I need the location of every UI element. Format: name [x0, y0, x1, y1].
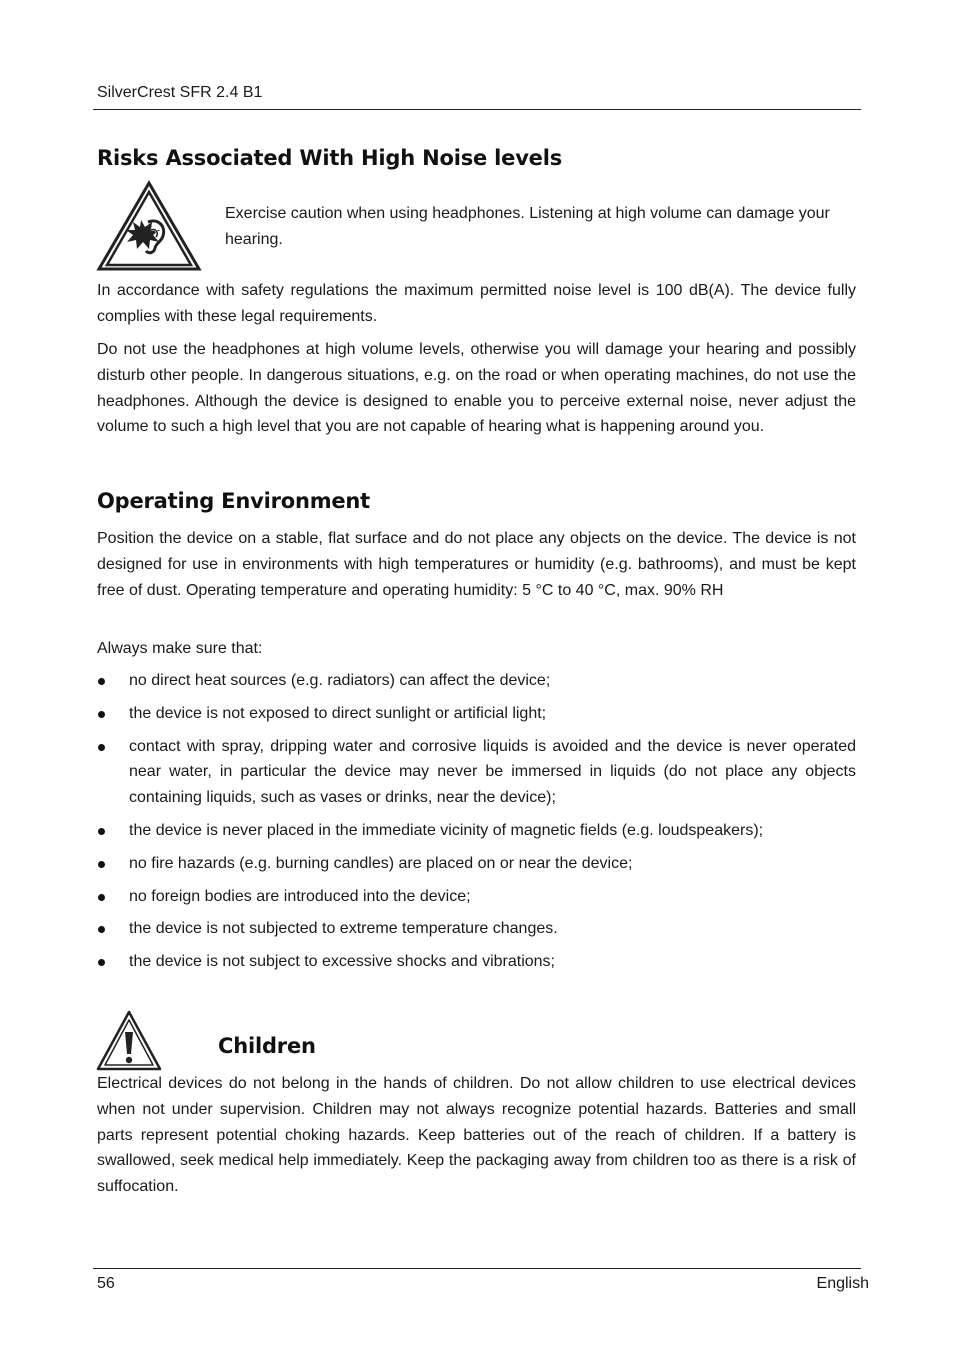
list-item: no fire hazards (e.g. burning candles) are placed on or near the device; — [97, 851, 856, 877]
environment-intro: Always make sure that: — [97, 640, 263, 657]
heading-children: Children — [218, 1034, 316, 1058]
header-title: SilverCrest SFR 2.4 B1 — [97, 84, 263, 101]
header-divider — [93, 109, 861, 110]
bullet-icon — [98, 678, 105, 685]
children-paragraph-1: Electrical devices do not belong in the hands of children. Do not allow children to use electrical devices when not under supervision. Children may not always recognize potential hazards. Batteries and small parts represent potential choking hazards. Keep batteries out of the reach of children. If a battery is swallowed, seek medical help immediately. Keep the packaging away from children too as there is a risk of suffocation. — [97, 1075, 856, 1196]
environment-paragraph-1: Position the device on a stable, flat surface and do not place any objects on the device. The device is not designed for use in environments with high temperatures or humidity (e.g. bathrooms), and must be kept free of dust. Operating temperature and operating humidity: 5 °C to 40 °C, max. 90% RH — [97, 530, 856, 599]
list-item: the device is never placed in the immediate vicinity of magnetic fields (e.g. loudspeakers); — [97, 818, 856, 844]
bullet-icon — [98, 744, 105, 751]
bullet-icon — [98, 959, 105, 966]
hearing-warning-icon — [96, 180, 202, 272]
bullet-icon — [98, 926, 105, 933]
list-item: contact with spray, dripping water and corrosive liquids is avoided and the device is never operated near water, in particular the device may never be immersed in liquids (do not place any objects containing liquids, such as vases or drinks, near the device); — [97, 734, 856, 811]
bullet-icon — [98, 861, 105, 868]
noise-paragraph-2: Do not use the headphones at high volume levels, otherwise you will damage your hearing and possibly disturb other people. In dangerous situations, e.g. on the road or when operating machines, do not use the headphones. Although the device is designed to enable you to perceive external noise, never adjust the volume to such a high level that you are not capable of hearing what is happening around you. — [97, 341, 856, 436]
exclamation-warning-icon — [96, 1010, 162, 1072]
list-item: no foreign bodies are introduced into the device; — [97, 884, 856, 910]
footer-language: English — [816, 1275, 869, 1292]
bullet-icon — [98, 894, 105, 901]
heading-operating-environment: Operating Environment — [97, 489, 371, 513]
footer-divider — [93, 1268, 861, 1269]
bullet-icon — [98, 711, 105, 718]
list-item: the device is not subjected to extreme temperature changes. — [97, 916, 856, 942]
noise-warning-text: Exercise caution when using headphones. Listening at high volume can damage your hearing. — [225, 205, 830, 248]
bullet-icon — [98, 828, 105, 835]
list-item: no direct heat sources (e.g. radiators) can affect the device; — [97, 668, 856, 694]
list-item: the device is not exposed to direct sunlight or artificial light; — [97, 701, 856, 727]
noise-paragraph-1: In accordance with safety regulations the maximum permitted noise level is 100 dB(A). The device fully complies with these legal requirements. — [97, 282, 856, 325]
heading-noise: Risks Associated With High Noise levels — [97, 146, 563, 170]
environment-bullet-list — [97, 668, 856, 982]
page-number: 56 — [97, 1275, 115, 1292]
list-item: the device is not subject to excessive shocks and vibrations; — [97, 949, 856, 975]
